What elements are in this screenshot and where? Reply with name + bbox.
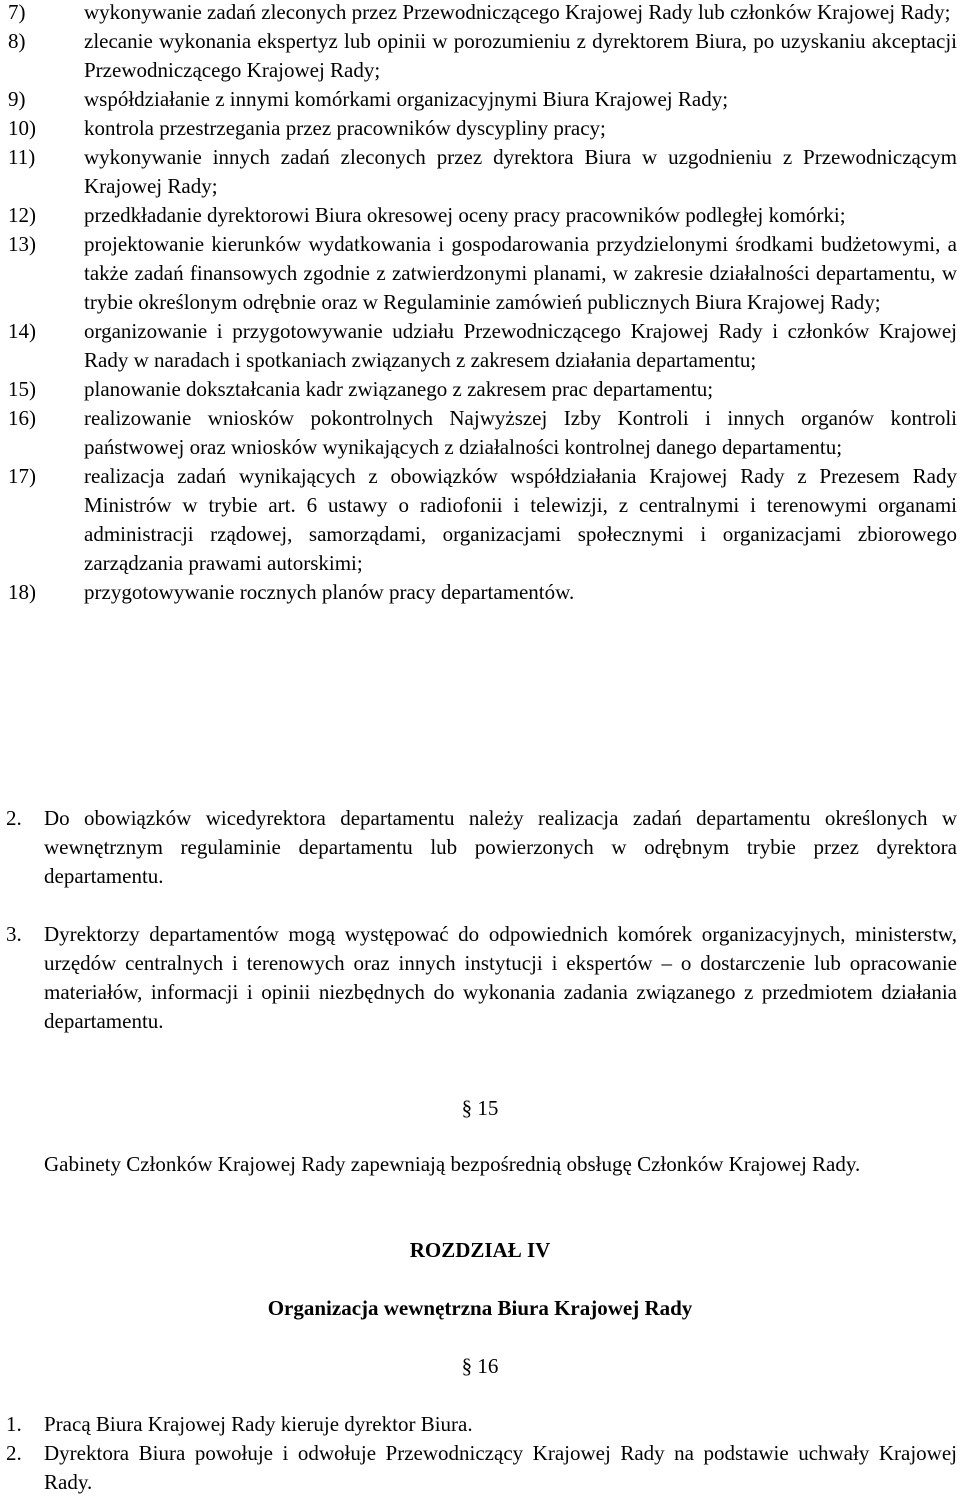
list-item <box>0 143 957 201</box>
list-item-text: projektowanie kierunków wydatkowania i gospodarowania przydzielonymi środkami budżetowymi, a także zadań finansowych zgodnie z zatwierdzonymi planami, w zakresie działalności departamentu, w trybie określonym odrębnie oraz w Regulaminie zamówień publicznych Biura Krajowej Rady; <box>84 232 957 314</box>
list-item-text: współdziałanie z innymi komórkami organizacyjnymi Biura Krajowej Rady; <box>84 87 729 111</box>
duties-list <box>0 0 957 607</box>
list-item <box>0 0 957 27</box>
paragraph-3 <box>6 920 957 1036</box>
list-item <box>0 201 957 230</box>
list-item <box>0 114 957 143</box>
paragraph-number: 1. <box>6 1412 22 1436</box>
list-item <box>0 27 957 85</box>
paragraph-text: Do obowiązków wicedyrektora departamentu należy realizacja zadań departamentu określonych w wewnętrznym regulaminie departamentu lub powierzonych w odrębnym trybie przez dyrektora departamentu. <box>44 806 957 888</box>
section-16-item <box>6 1439 957 1497</box>
list-item <box>0 404 957 462</box>
list-item-text: przygotowywanie rocznych planów pracy departamentów. <box>84 580 575 604</box>
section-15-heading: § 15 <box>461 1096 499 1120</box>
list-item-text: przedkładanie dyrektorowi Biura okresowej oceny pracy pracowników podległej komórki; <box>84 203 846 227</box>
list-item-text: wykonywanie innych zadań zleconych przez dyrektora Biura w uzgodnieniu z Przewodniczącym Krajowej Rady; <box>84 145 957 198</box>
list-item-number: 8) <box>8 29 26 53</box>
list-item <box>0 85 957 114</box>
list-item-number: 18) <box>8 580 36 604</box>
list-item-number: 13) <box>8 232 36 256</box>
paragraph-number: 2. <box>6 1441 22 1465</box>
list-item <box>0 230 957 317</box>
paragraph-2 <box>6 804 957 891</box>
list-item-text: realizowanie wniosków pokontrolnych Najwyższej Izby Kontroli i innych organów kontroli państwowej oraz wniosków wynikających z działalności kontrolnej danego departamentu; <box>84 406 957 459</box>
list-item-number: 16) <box>8 406 36 430</box>
list-item-text: wykonywanie zadań zleconych przez Przewodniczącego Krajowej Rady lub członków Krajowej Rady; <box>84 0 951 24</box>
list-item-number: 11) <box>8 145 36 169</box>
list-item <box>0 462 957 578</box>
list-item-number: 14) <box>8 319 36 343</box>
list-item <box>0 578 957 607</box>
list-item-number: 10) <box>8 116 36 140</box>
section-15-text: Gabinety Członków Krajowej Rady zapewniają bezpośrednią obsługę Członków Krajowej Rady. <box>44 1152 861 1176</box>
section-16-item <box>6 1410 957 1439</box>
list-item <box>0 317 957 375</box>
paragraph-text: Dyrektora Biura powołuje i odwołuje Przewodniczący Krajowej Rady na podstawie uchwały Krajowej Rady. <box>44 1441 957 1494</box>
chapter-title: ROZDZIAŁ IV <box>409 1238 551 1262</box>
list-item-text: planowanie dokształcania kadr związanego z zakresem prac departamentu; <box>84 377 714 401</box>
section-16-heading: § 16 <box>461 1354 499 1378</box>
list-item-number: 9) <box>8 87 26 111</box>
paragraph-text: Pracą Biura Krajowej Rady kieruje dyrektor Biura. <box>44 1412 473 1436</box>
list-item-number: 17) <box>8 464 36 488</box>
paragraph-number: 2. <box>6 806 22 830</box>
chapter-subtitle: Organizacja wewnętrzna Biura Krajowej Rady <box>267 1296 693 1320</box>
list-item-text: kontrola przestrzegania przez pracowników dyscypliny pracy; <box>84 116 606 140</box>
list-item-number: 7) <box>8 0 26 24</box>
list-item-text: organizowanie i przygotowywanie udziału Przewodniczącego Krajowej Rady i członków Krajowej Rady w naradach i spotkaniach związanych z zakresem działania departamentu; <box>84 319 957 372</box>
list-item-number: 15) <box>8 377 36 401</box>
paragraph-text: Dyrektorzy departamentów mogą występować do odpowiednich komórek organizacyjnych, ministerstw, urzędów centralnych i terenowych oraz innych instytucji i ekspertów – o dostarczenie lub opracowanie materiałów, informacji i opinii niezbędnych do wykonania zadania związanego z przedmiotem działania departamentu. <box>44 922 957 1033</box>
list-item <box>0 375 957 404</box>
list-item-text: zlecanie wykonania ekspertyz lub opinii w porozumieniu z dyrektorem Biura, po uzyskaniu akceptacji Przewodniczącego Krajowej Rady; <box>84 29 957 82</box>
list-item-number: 12) <box>8 203 36 227</box>
paragraph-number: 3. <box>6 922 22 946</box>
list-item-text: realizacja zadań wynikających z obowiązków współdziałania Krajowej Rady z Prezesem Rady Ministrów w trybie art. 6 ustawy o radiofonii i telewizji, z centralnymi i terenowymi organami administracji rządowej, samorządami, organizacjami społecznymi i organizacjami zbiorowego zarządzania prawami autorskimi; <box>84 464 957 575</box>
